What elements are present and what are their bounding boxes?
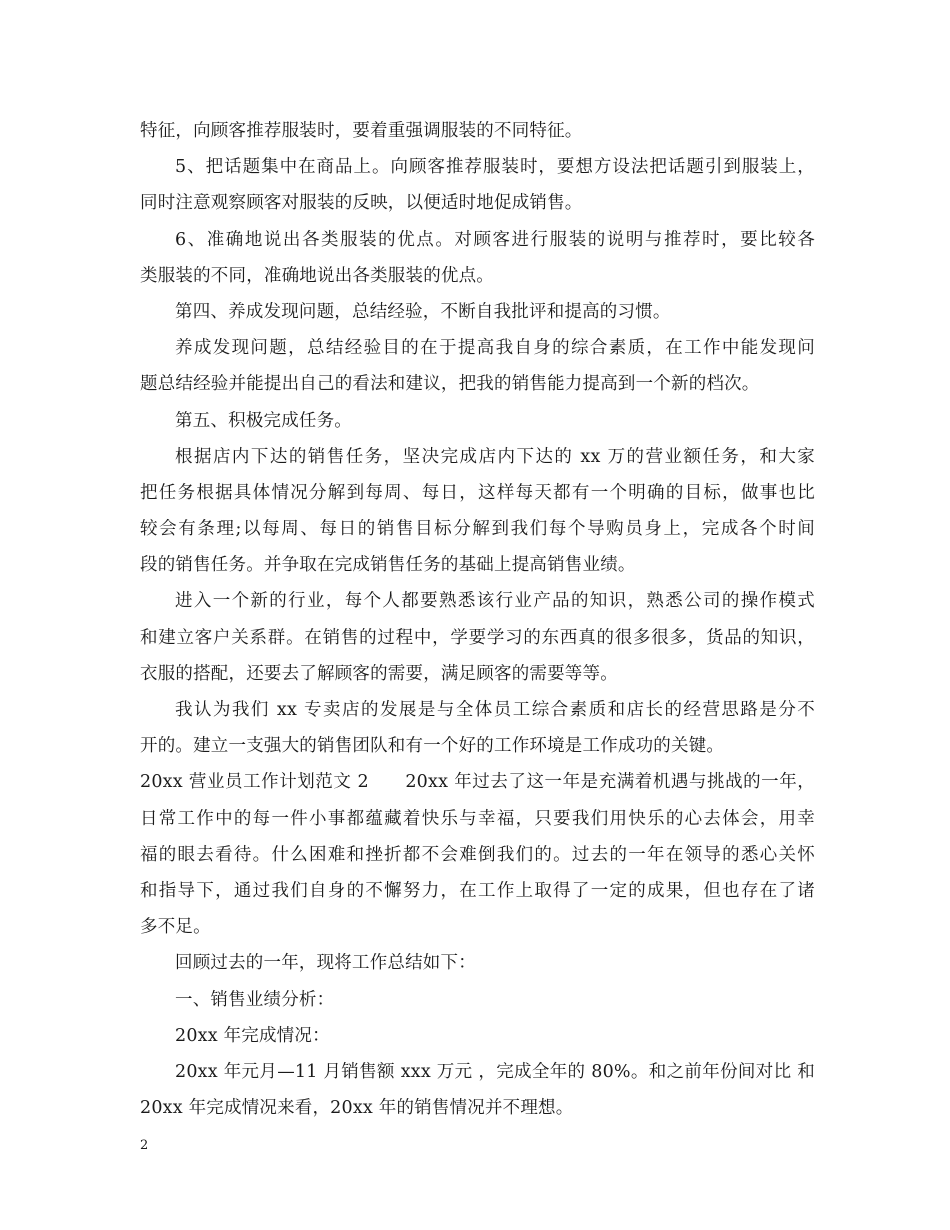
text-line: 进入一个新的行业，每个人都要熟悉该行业产品的知识，熟悉公司的操作模式 [175,591,815,612]
text-line: 段的销售任务。并争取在完成销售任务的基础上提高销售业绩。 [140,555,636,576]
text-line: 20xx 营业员工作计划范文 2 20xx 年过去了这一年是充满着机遇与挑战的一年， [140,772,815,793]
text-line: 回顾过去的一年，现将工作总结如下： [175,953,476,974]
text-line: 一、销售业绩分析： [175,989,335,1010]
text-line: 开的。建立一支强大的销售团队和有一个好的工作环境是工作成功的关键。 [140,736,725,757]
text-line: 福的眼去看待。什么困难和挫折都不会难倒我们的。过去的一年在领导的悉心关怀 [140,844,815,865]
text-line: 题总结经验并能提出自己的看法和建议，把我的销售能力提高到一个新的档次。 [140,374,760,395]
text-line: 养成发现问题，总结经验目的在于提高我自身的综合素质，在工作中能发现问 [175,338,815,359]
document-body [140,113,815,1126]
text-line: 较会有条理;以每周、每日的销售目标分解到我们每个导购员身上，完成各个时间 [140,519,815,540]
text-line: 20xx 年完成情况来看，20xx 年的销售情况并不理想。 [140,1098,574,1119]
text-line: 6、准确地说出各类服装的优点。对顾客进行服装的说明与推荐时，要比较各 [175,229,815,250]
text-line: 第五、积极完成任务。 [175,410,352,431]
text-line: 同时注意观察顾客对服装的反映，以便适时地促成销售。 [140,193,583,214]
text-line: 根据店内下达的销售任务，坚决完成店内下达的 xx 万的营业额任务，和大家 [175,446,815,467]
text-line: 和指导下，通过我们自身的不懈努力，在工作上取得了一定的成果，但也存在了诸 [140,880,815,901]
text-line: 特征，向顾客推荐服装时，要着重强调服装的不同特征。 [140,121,583,141]
text-line: 把任务根据具体情况分解到每周、每日，这样每天都有一个明确的目标，做事也比 [140,482,815,503]
text-line: 日常工作中的每一件小事都蕴藏着快乐与幸福，只要我们用快乐的心去体会，用幸 [140,808,815,829]
page-number: 2 [140,1138,149,1153]
text-line: 5、把话题集中在商品上。向顾客推荐服装时，要想方设法把话题引到服装上， [175,157,815,178]
text-line: 我认为我们 xx 专卖店的发展是与全体员工综合素质和店长的经营思路是分不 [175,700,815,720]
text-line: 20xx 年完成情况： [175,1025,330,1046]
text-line: 类服装的不同，准确地说出各类服装的优点。 [140,265,494,286]
text-line: 第四、养成发现问题，总结经验，不断自我批评和提高的习惯。 [175,301,671,322]
text-line: 20xx 年元月—11 月销售额 xxx 万元 ，完成全年的 80%。和之前年份间对比 和 [175,1061,815,1082]
text-line: 多不足。 [140,917,211,938]
text-line: 和建立客户关系群。在销售的过程中，学要学习的东西真的很多很多，货品的知识， [140,627,815,648]
text-line: 衣服的搭配，还要去了解顾客的需要，满足顾客的需要等等。 [140,663,618,684]
